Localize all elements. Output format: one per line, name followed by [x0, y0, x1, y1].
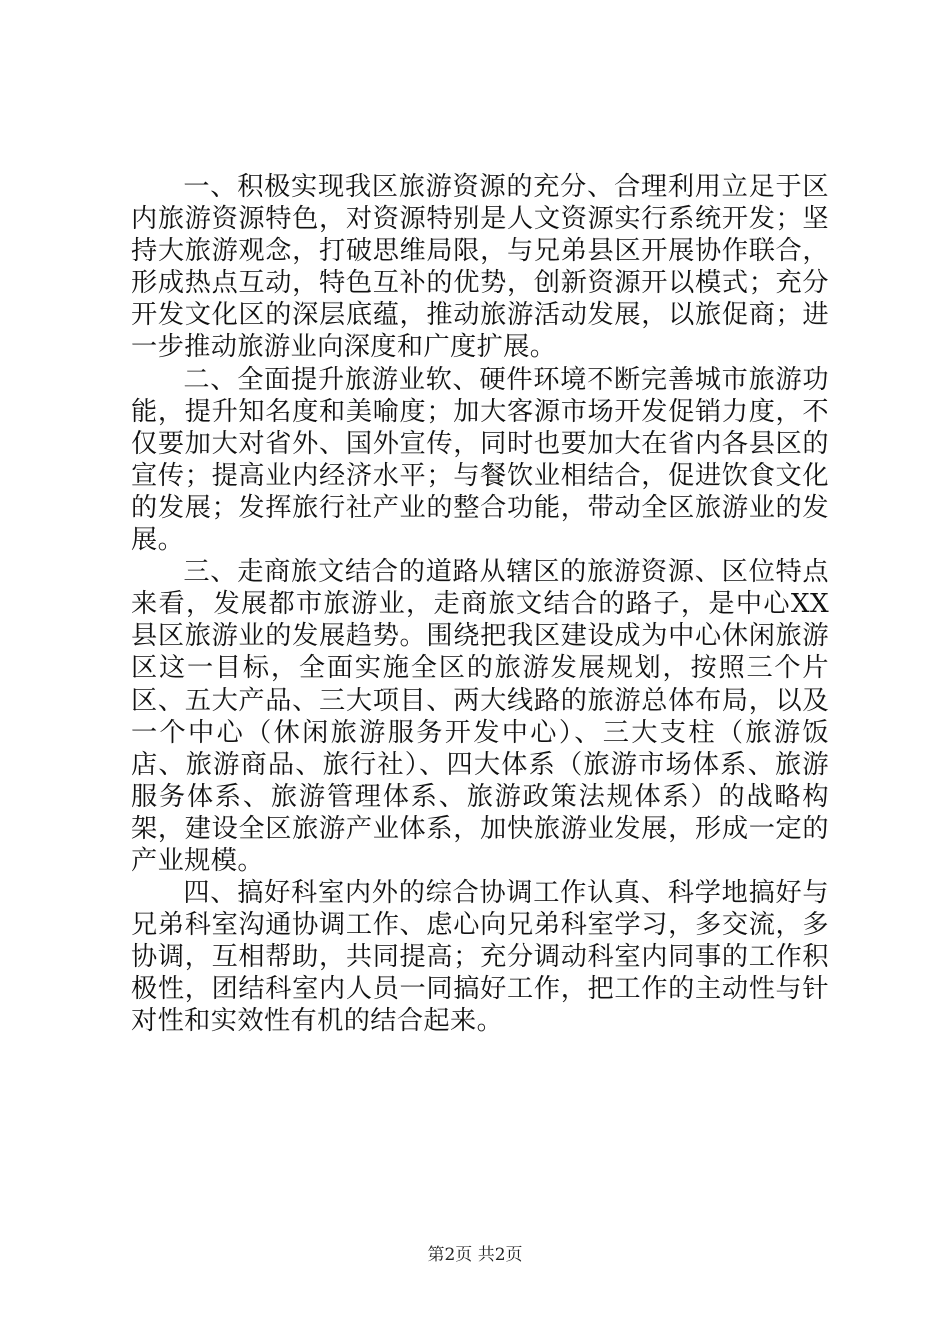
paragraph-tourism-resources: 一、积极实现我区旅游资源的充分、合理利用立足于区内旅游资源特色，对资源特别是人文资源实行系统开发；坚持大旅游观念，打破思维局限，与兄弟县区开展协作联合，形成热点互动，特色互补的优势，创新资源开以模式；充分开发文化区的深层底蕴，推动旅游活动发展，以旅促商；进一步推动旅游业向深度和广度扩展。: [131, 172, 829, 363]
paragraph-office-coordination: 四、搞好科室内外的综合协调工作认真、科学地搞好与兄弟科室沟通协调工作、虑心向兄弟科室学习，多交流，多协调，互相帮助，共同提高；充分调动科室内同事的工作积极性，团结科室内人员一同搞好工作，把工作的主动性与针对性和实效性有机的结合起来。: [131, 878, 829, 1037]
paragraph-commerce-tourism-culture: 三、走商旅文结合的道路从辖区的旅游资源、区位特点来看，发展都市旅游业，走商旅文结合的路子，是中心XX县区旅游业的发展趋势。围绕把我区建设成为中心休闲旅游区这一目标，全面实施全区的旅游发展规划，按照三个片区、五大产品、三大项目、两大线路的旅游总体布局，以及一个中心（休闲旅游服务开发中心）、三大支柱（旅游饭店、旅游商品、旅行社）、四大体系（旅游市场体系、旅游服务体系、旅游管理体系、旅游政策法规体系）的战略构架，建设全区旅游产业体系，加快旅游业发展，形成一定的产业规模。: [131, 557, 829, 876]
page-number-footer: 第2页 共2页: [427, 1245, 523, 1265]
paragraph-tourism-environment: 二、全面提升旅游业软、硬件环境不断完善城市旅游功能，提升知名度和美喻度；加大客源市场开发促销力度，不仅要加大对省外、国外宣传，同时也要加大在省内各县区的宣传；提高业内经济水平；与餐饮业相结合，促进饮食文化的发展；发挥旅行社产业的整合功能，带动全区旅游业的发展。: [131, 364, 829, 556]
document-body: [131, 171, 829, 1038]
